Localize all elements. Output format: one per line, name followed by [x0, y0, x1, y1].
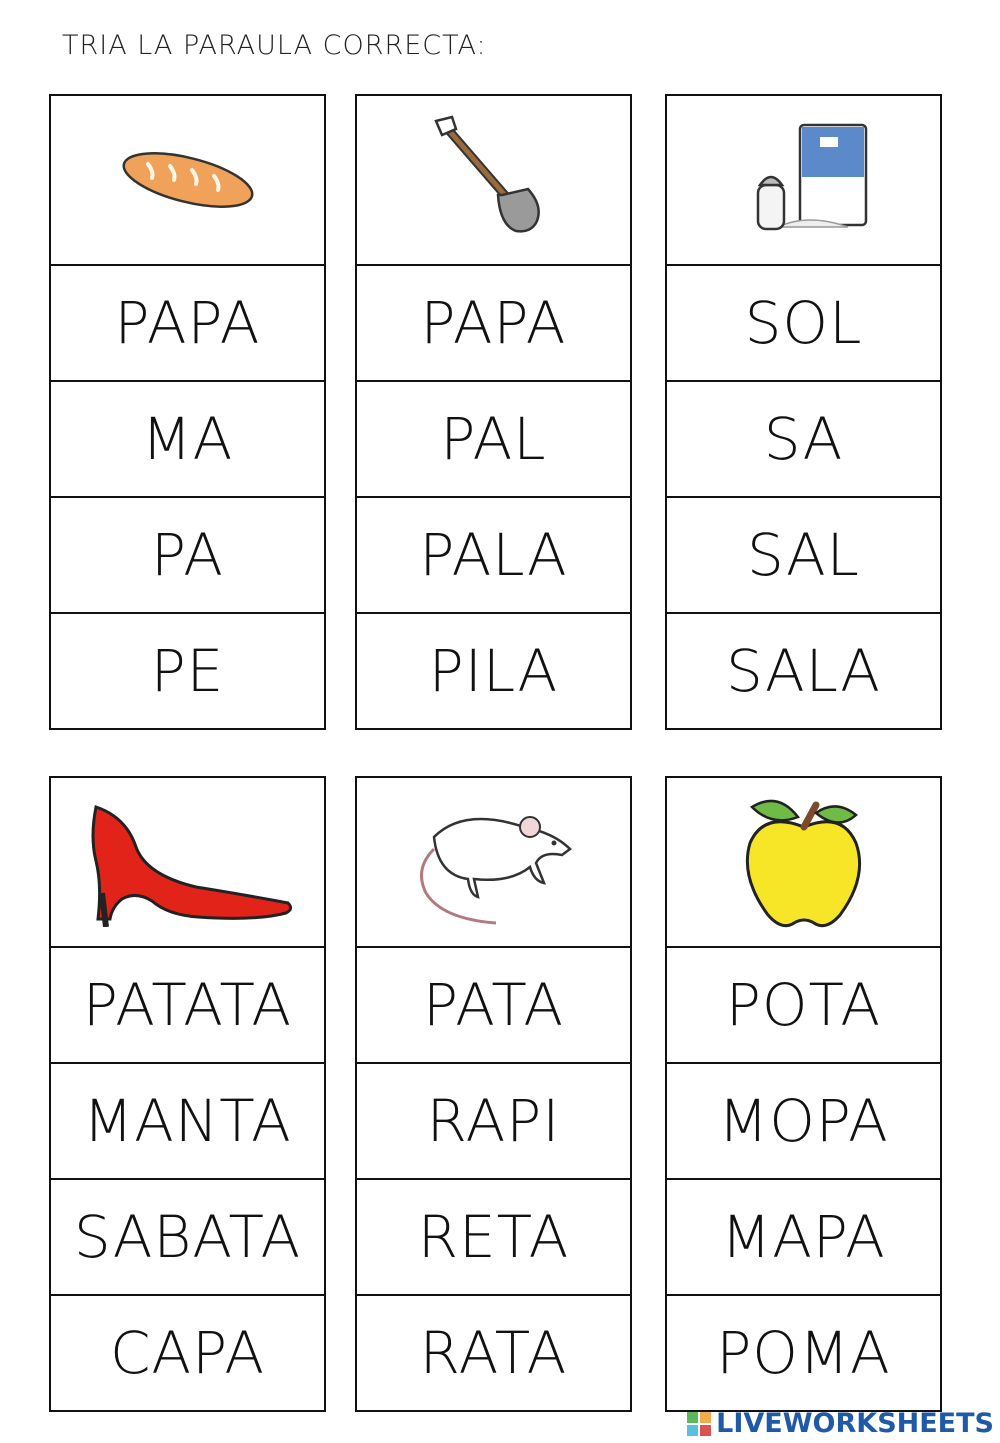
option-3[interactable]: RATA [419, 1319, 568, 1387]
option-3[interactable]: PE [150, 637, 225, 705]
word-card-mouse [355, 776, 632, 1412]
option-3[interactable]: POMA [716, 1319, 891, 1387]
option-0[interactable]: PATA [357, 948, 630, 1064]
option-3[interactable]: SALA [726, 637, 881, 705]
shovel-image [357, 96, 630, 266]
word-card-shovel [355, 94, 632, 730]
option-3[interactable]: PILA [428, 637, 559, 705]
option-0[interactable]: POTA [667, 948, 940, 1064]
word-card-salt [665, 94, 942, 730]
apple-icon [734, 787, 874, 937]
option-0[interactable]: PATATA [51, 948, 324, 1064]
apple-image [667, 778, 940, 948]
word-card-apple [665, 776, 942, 1412]
option-0[interactable]: PAPA [51, 266, 324, 382]
option-2[interactable]: MAPA [667, 1180, 940, 1296]
mouse-image [357, 778, 630, 948]
option-1[interactable]: MA [51, 382, 324, 498]
mouse-icon [404, 797, 584, 927]
option-1[interactable]: MANTA [51, 1064, 324, 1180]
option-2[interactable]: PA [51, 498, 324, 614]
option-0[interactable]: SOL [667, 266, 940, 382]
option-1[interactable]: RAPI [357, 1064, 630, 1180]
option-1[interactable]: MOPA [667, 1064, 940, 1180]
bread-image [51, 96, 324, 266]
option-2[interactable]: SAL [667, 498, 940, 614]
bread-icon [118, 140, 258, 220]
option-0[interactable]: PAPA [357, 266, 630, 382]
word-card-bread [49, 94, 326, 730]
option-2[interactable]: RETA [357, 1180, 630, 1296]
shoe-image [51, 778, 324, 948]
option-3[interactable]: CAPA [109, 1319, 266, 1387]
worksheet-title: TRIA LA PARAULA CORRECTA: [62, 30, 487, 61]
option-1[interactable]: SA [667, 382, 940, 498]
liveworksheets-logo [686, 1408, 994, 1439]
liveworksheets-mark-icon [686, 1411, 712, 1437]
option-1[interactable]: PAL [357, 382, 630, 498]
salt-icon [734, 115, 874, 245]
option-2[interactable]: SABATA [51, 1180, 324, 1296]
option-2[interactable]: PALA [357, 498, 630, 614]
word-card-shoe [49, 776, 326, 1412]
salt-image [667, 96, 940, 266]
shovel-icon [424, 115, 564, 245]
shoe-icon [78, 797, 298, 927]
logo-text: LIVEWORKSHEETS [716, 1408, 994, 1439]
